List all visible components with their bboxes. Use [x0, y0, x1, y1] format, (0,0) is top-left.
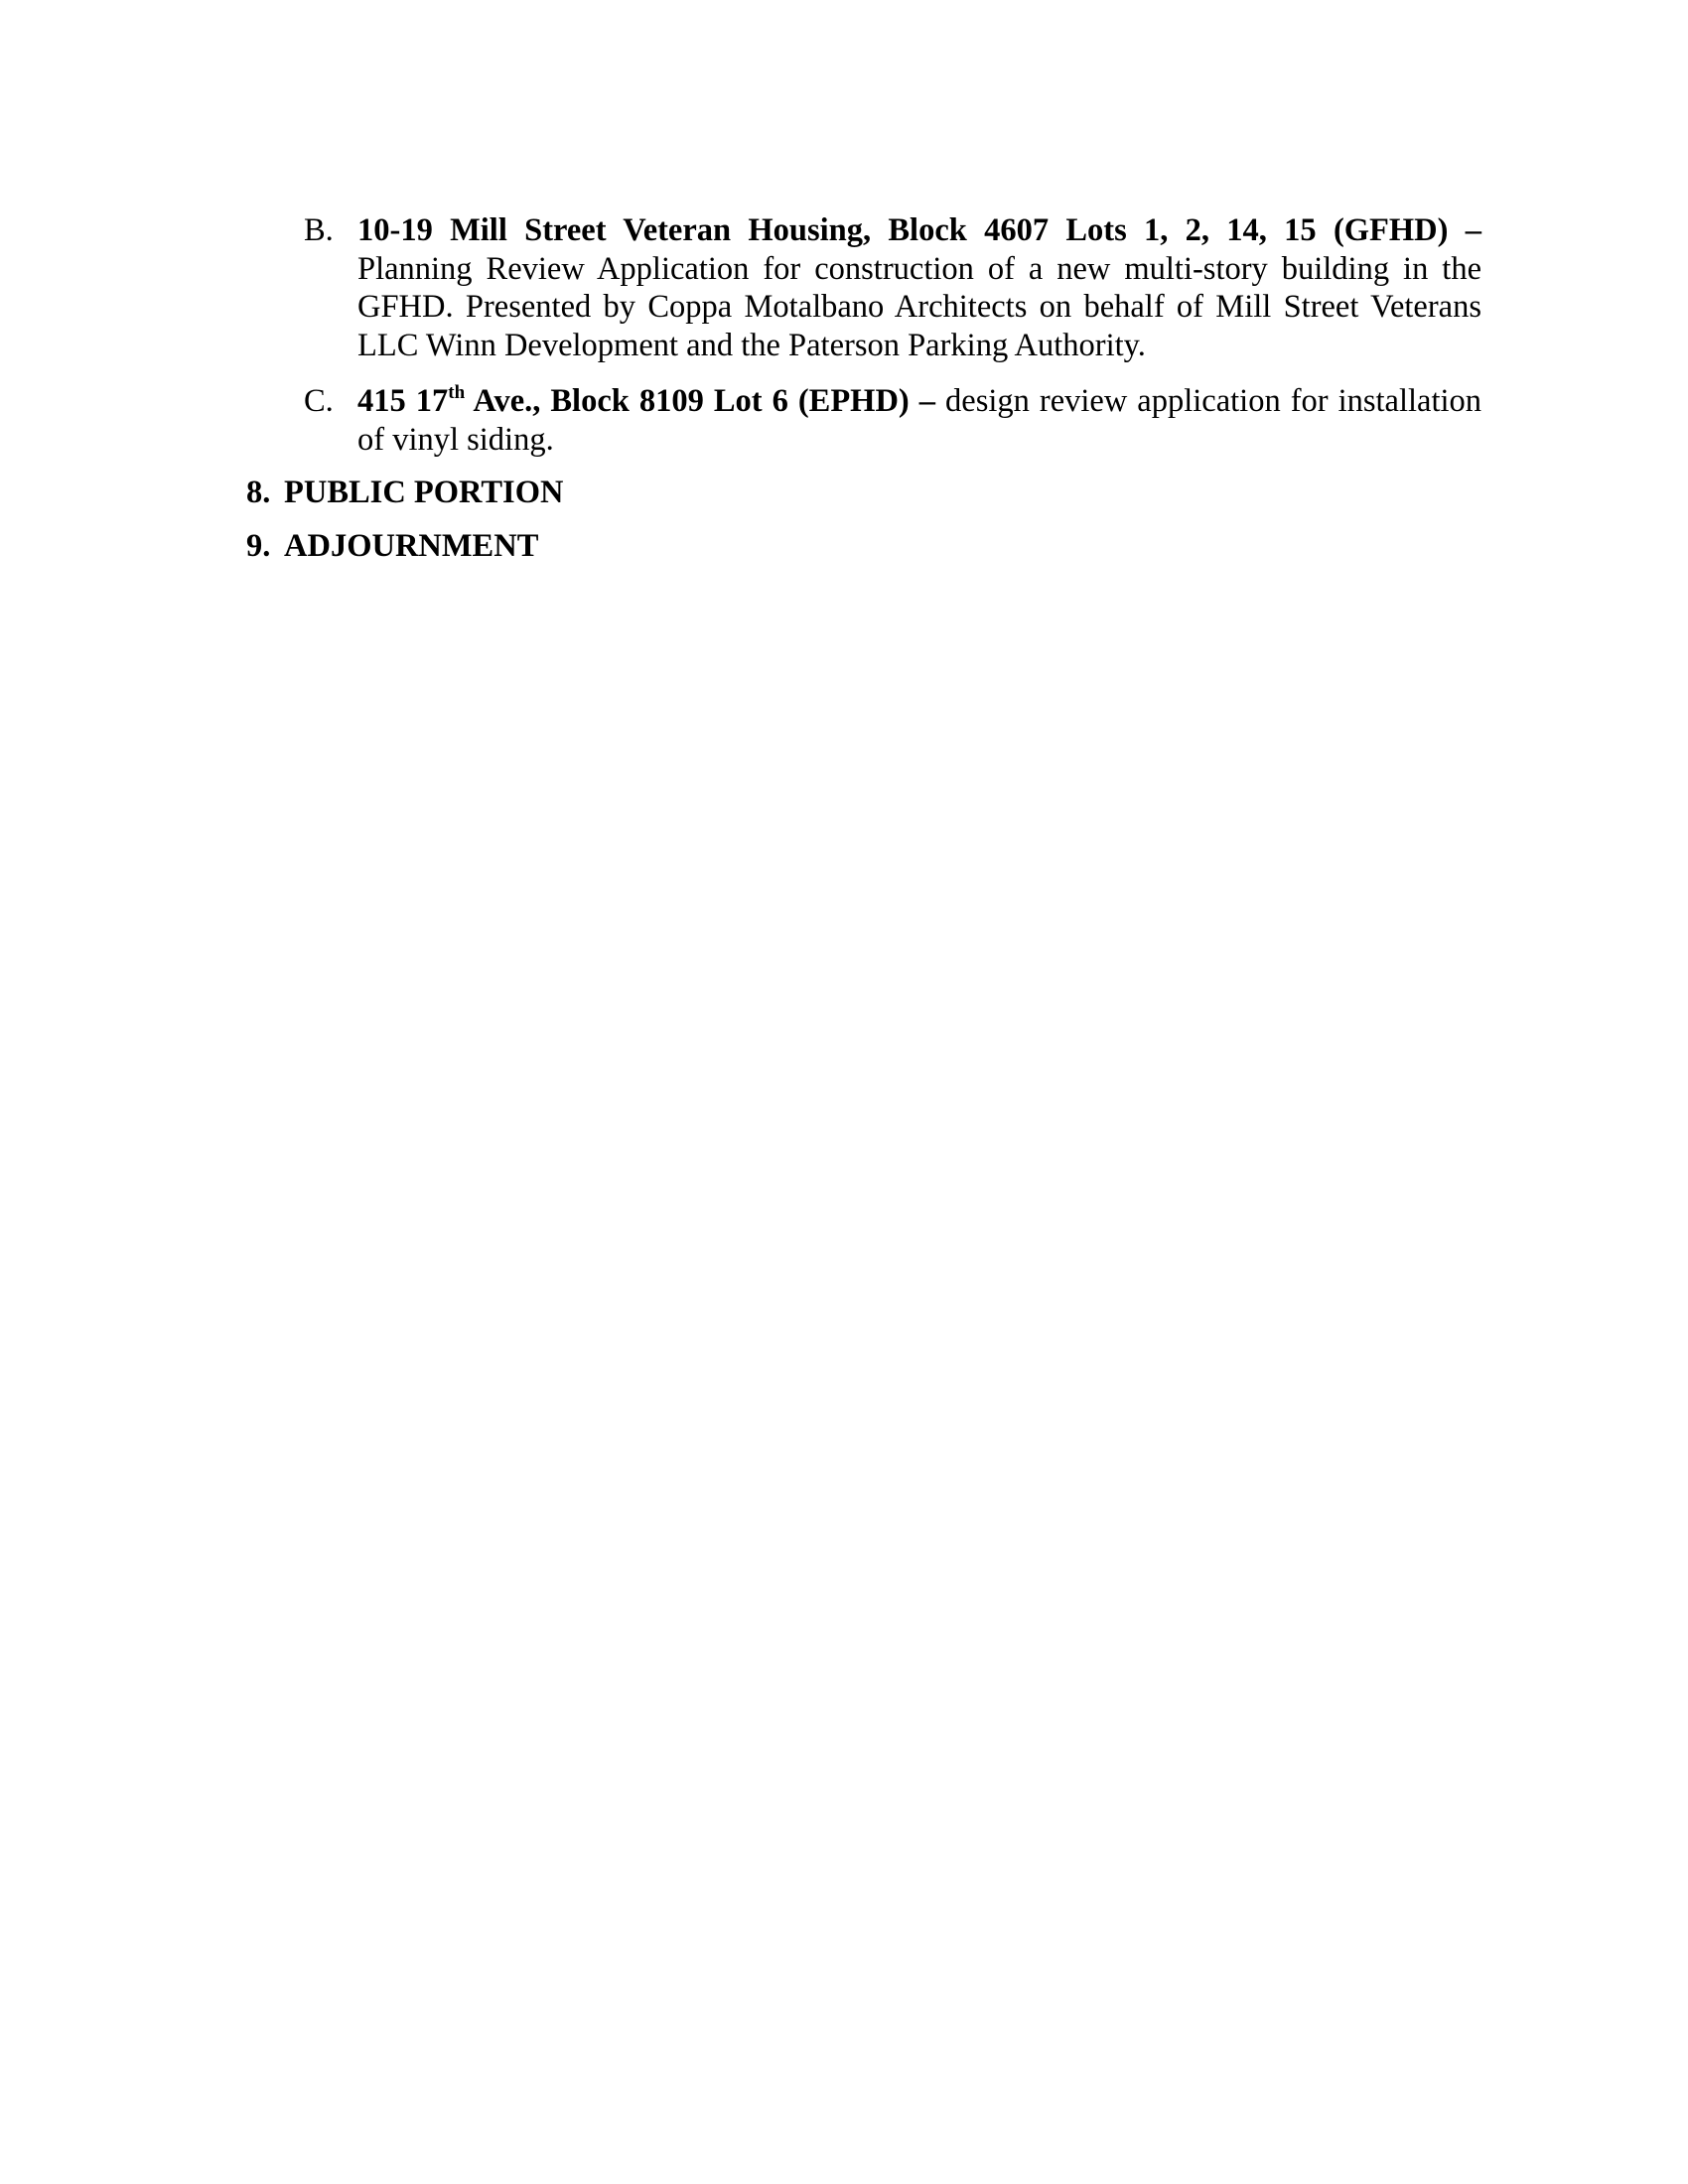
item-title-prefix: 415 17 — [357, 383, 449, 419]
agenda-item-c — [304, 382, 1481, 459]
section-label: ADJOURNMENT — [284, 528, 539, 564]
agenda-item-b — [304, 211, 1481, 364]
item-letter: C. — [304, 383, 334, 419]
item-description: design review application for installation of vinyl siding. — [357, 383, 1482, 458]
section-heading-adjournment — [246, 527, 538, 566]
item-title: 10-19 Mill Street Veteran Housing, Block 4607 Lots 1, 2, 14, 15 (GFHD) – — [357, 212, 1481, 248]
ordinal-superscript: th — [448, 382, 466, 403]
item-description: Planning Review Application for construction of a new multi-story building in the GFHD. Presented by Coppa Motalbano Architects on behalf of Mill Street Veterans LLC Winn Development and the Paterson Parking Authority. — [357, 250, 1481, 363]
item-title-suffix: Ave., Block 8109 Lot 6 (EPHD) – — [465, 383, 936, 419]
section-number: 8. — [246, 475, 271, 510]
item-body — [357, 382, 1481, 459]
item-body — [357, 211, 1481, 364]
section-label: PUBLIC PORTION — [284, 475, 564, 510]
section-heading-public-portion — [246, 474, 563, 512]
item-title — [357, 383, 935, 419]
item-letter: B. — [304, 212, 334, 248]
section-number: 9. — [246, 528, 271, 564]
